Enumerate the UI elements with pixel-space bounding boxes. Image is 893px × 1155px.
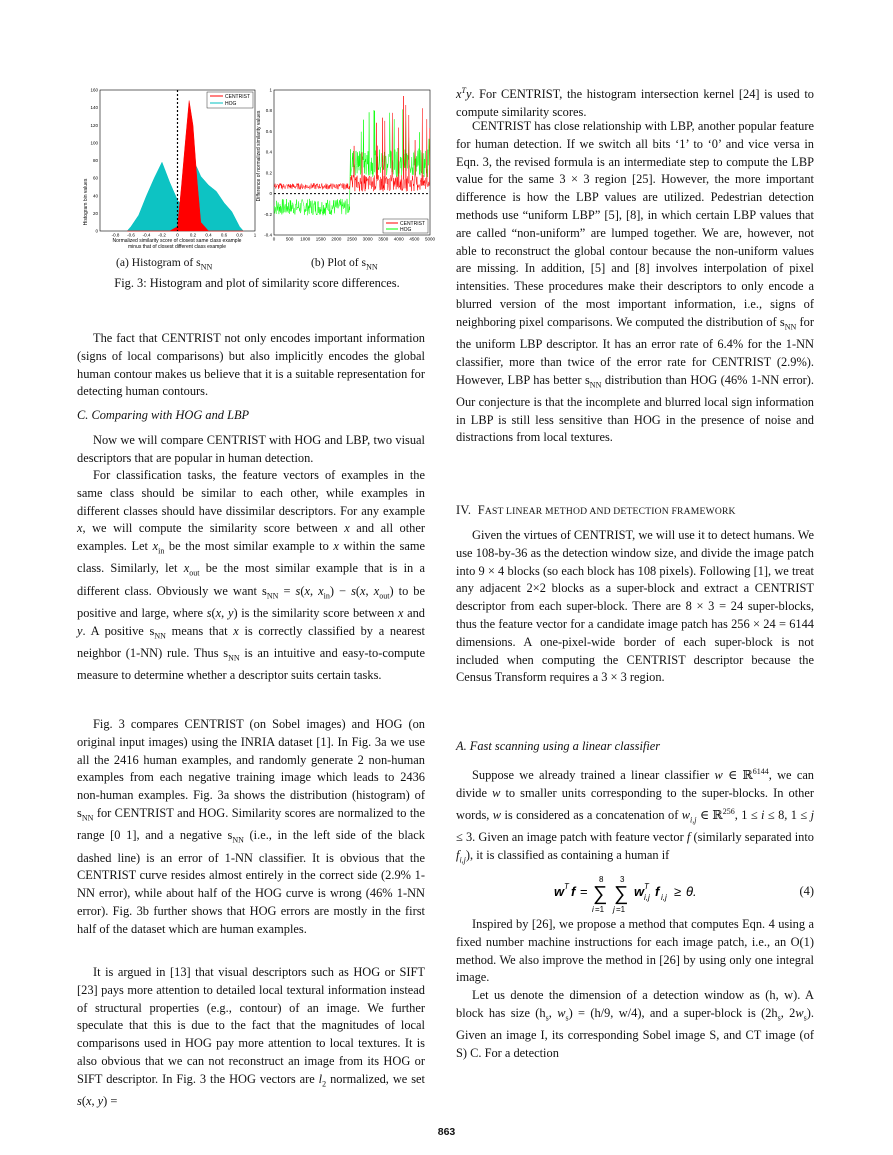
histogram-xlabel: Normalized similarity score of closest same class example (112, 238, 242, 244)
histogram-ytick-label: 60 (92, 175, 98, 181)
paragraph: Fig. 3 compares CENTRIST (on Sobel images) and HOG (on original input images) using the INRIA dataset [1]. In Fig. 3a we use all the 2416 human examples, and randomly generate 2 non-human examples from each negative training image which leads to 2436 non-human examples. Fig. 3a shows the distribution (histogram) of $s_{NN}$ for CENTRIST and HOG. Similarity scores are normalized to the range [0 1], and a negative $s_{NN}$ (i.e., in the left side of the black dashed line) is an error of 1-NN classifier. It is obvious that the CENTRIST curve resides almost entirely in the correct side (2.9% 1-NN error), while about half of the HOG curve is wrong (46% 1-NN error). Fig. 3b further shows that HOG errors are mostly in the first half of the dataset which are human examples. (77, 717, 425, 936)
equation-4 (456, 862, 814, 914)
histogram-ytick-label: 20 (92, 210, 98, 216)
plot-ytick-label: 0 (269, 191, 272, 197)
histogram-ytick-label: 140 (90, 105, 98, 111)
figure-3 (77, 82, 437, 252)
plot-xtick-label: 3000 (362, 236, 373, 242)
plot-ylabel: Difference of normalized similarity values (256, 110, 262, 202)
svg-text:T: T (564, 882, 569, 891)
page-number: 863 (437, 1126, 456, 1138)
histogram-ytick-label: 0 (95, 228, 98, 234)
histogram-ytick-label: 40 (92, 193, 98, 199)
subsection-heading: C. Comparing with HOG and LBP (77, 408, 250, 422)
plot-legend-centrist-label: CENTRIST (400, 221, 425, 227)
svg-text:∑: ∑ (614, 883, 629, 905)
svg-text:i: i (592, 905, 594, 914)
paragraph: Given the virtues of CENTRIST, we will use it to detect humans. We use 108-by-36 as the detection window size, and divide the image patch into 9 × 4 blocks (so each block has 108 pixels). Following [1], we treat any adjacent 2×2 blocks as a super-block and extract a CENTRIST descriptor from each super-block. There are 8 × 3 = 24 super-blocks, thus the feature vector for a candidate image patch has 256 × 24 = 6144 dimensions. A one-pixel-wide border of each super-block is not included when computing the CENTRIST descriptor because the Census Transform requires a 3 × 3 region. (456, 528, 814, 685)
svg-text:=1: =1 (616, 905, 626, 914)
svg-text:T: T (644, 882, 649, 891)
svg-text:i,j: i,j (661, 893, 667, 902)
histogram-xtick-label: 0.8 (236, 232, 243, 238)
histogram-xtick-label: -0.8 (111, 232, 120, 238)
paragraph: Inspired by [26], we propose a method that computes Eqn. 4 using a fixed number machine instructions for each image patch, i.e., an O(1) method. We also improve the method in [26] by using only one integral image. (456, 917, 814, 985)
histogram-xtick-label: 0.2 (189, 232, 197, 238)
plot-ytick-label: 0.2 (265, 170, 272, 176)
svg-text:j: j (613, 905, 615, 914)
difference-plot (253, 87, 436, 242)
paragraph: The fact that CENTRIST not only encodes important information (signs of local comparisons) but also implicitly encodes the global human contour makes us believe that it is a suitable representation for detecting human contours. (77, 331, 425, 399)
plot-ytick-label: -0.4 (264, 232, 272, 238)
plot-xtick-label: 4000 (393, 236, 404, 242)
subcaption-a: (a) Histogram of $s_{NN}$ (116, 256, 213, 272)
histogram-xtick-label: 0.4 (205, 232, 212, 238)
equation-svg (554, 870, 734, 916)
plot-ytick-label: 1 (269, 87, 272, 93)
svg-text:3: 3 (620, 875, 625, 884)
histogram-ytick-label: 100 (90, 140, 98, 146)
plot-series-hog (274, 109, 430, 215)
svg-text:f: f (571, 884, 576, 899)
plot-xtick-label: 2000 (331, 236, 342, 242)
plot-xtick-label: 5000 (424, 236, 436, 242)
svg-text:∑: ∑ (593, 883, 608, 905)
svg-text:=: = (580, 884, 588, 899)
histogram-xtick-label: -0.2 (158, 232, 166, 238)
histogram-ytick-label: 120 (90, 122, 98, 128)
histogram-xtick-label: -0.4 (142, 232, 151, 238)
legend-hog-label: HOG (225, 101, 237, 107)
paragraph: Let us denote the dimension of a detection window as (h, w). A block has size ($h_s$, $w_s) = (h/9$, w/4), and a super-block is ($2h_s$, $2w_s$). Given an image I, its corresponding Sobel image S, and CT image (of S) C. For a detection (456, 988, 814, 1060)
histogram-ytick-label: 80 (92, 158, 98, 163)
legend-centrist-label: CENTRIST (225, 94, 250, 100)
svg-text:f: f (655, 884, 660, 899)
plot-xtick-label: 500 (285, 236, 294, 242)
plot-xtick-label: 3500 (378, 236, 389, 242)
histogram-ytick-label: 160 (90, 87, 98, 93)
svg-text:≥: ≥ (674, 884, 682, 899)
plot-xtick-label: 0 (272, 236, 276, 242)
histogram-xlabel-line2: minus that of closest different class example (127, 244, 227, 250)
section-heading: IV. FAST LINEAR METHOD AND DETECTION FRAMEWORK (456, 503, 736, 517)
equation-body (554, 870, 734, 920)
equation-number: (4) (799, 884, 814, 898)
paragraph: $x^Ty$. For CENTRIST, the histogram intersection kernel [24] is used to compute similarity scores. (456, 86, 814, 119)
plot-ytick-label: 0.6 (265, 128, 272, 134)
histogram-chart (83, 88, 257, 251)
svg-text:w: w (634, 884, 645, 899)
plot-ytick-label: -0.2 (264, 211, 272, 217)
svg-text:θ.: θ. (686, 884, 697, 899)
paragraph: It is argued in [13] that visual descriptors such as HOG or SIFT [23] pays more attention to detailed local textural information instead of structural properties (e.g., contour) of an image. We further speculate that this is due to the fact that the magnitudes of local comparisons used in HOG pay more attention to local textures. It is also obvious that we can not reconstruct an image from its HOG or SIFT descriptor. In Fig. 3 the HOG vectors are $l_2$ normalized, we set s(x, y) = (77, 965, 425, 1109)
plot-xtick-label: 2500 (346, 236, 358, 242)
svg-text:w: w (554, 884, 565, 899)
svg-text:=1: =1 (595, 905, 605, 914)
plot-ytick-label: 0.4 (265, 149, 272, 155)
subsection-heading: A. Fast scanning using a linear classifier (456, 739, 661, 753)
paragraph: For classification tasks, the feature vectors of examples in the same class should be similar to each other, while examples in different classes should have dissimilar descriptors. For any example x, we will compute the similarity score between x and all other examples. Let $x_{in}$ be the most similar example to x within the same class. Similarly, let $x_{out}$ be the most similar example that is in a different class. Obviously we want $s_{NN} = s(x$, $x_{in}) - s(x$, $x_{out}$) to be positive and large, where s(x, y) is the similarity score between x and y. A positive $s_{NN}$ means that x is correctly classified by a nearest neighbor (1-NN) rule. Thus $s_{NN}$ is an intuitive and easy-to-compute measure to determine whether a descriptor suits certain tasks. (77, 468, 426, 683)
histogram-ylabel: Histogram bin values (83, 178, 89, 226)
plot-xtick-label: 1500 (315, 236, 326, 242)
svg-text:8: 8 (599, 875, 604, 884)
paragraph: Now we will compare CENTRIST with HOG and LBP, two visual descriptors that are popular in human detection. (77, 433, 425, 465)
paragraph: Suppose we already trained a linear classifier w ∈ ℝ$^{6144}$, we can divide w to smaller units corresponding to the super-blocks. In other words, w is considered as a concatenation of $w_{i,j}$ ∈ ℝ$^{256}$, 1 ≤ i ≤ 8, 1 ≤ j ≤ 3. Given an image patch with feature vector f (similarly separated into $f_{i,j}$), it is classified as containing a human if (456, 767, 815, 865)
plot-legend-hog-label: HOG (400, 227, 412, 233)
paragraph: CENTRIST has close relationship with LBP, another popular feature for human detection. If we switch all bits ‘1’ to ‘0’ and vice versa in Eqn. 3, the revised formula is an intermediate step to compute the LBP value for the same 3 × 3 region [25]. However, the more important difference is how the LBP values are utilized. Pedestrian detection methods use “uniform LBP” [5], [8], in which certain LBP values that are called “non-uniform” are lumped together. We are, however, not able to reconstruct the global contour because the non-uniform values are missing. In addition, [5] and [8] involves interpolation of pixel intensities. These procedures make their descriptors to only encode a blurred version of the most important information, i.e., signs of neighboring pixel comparisons. We computed the distribution of $s_{NN}$ for the uniform LBP descriptor. It has an error rate of 6.4% for the 1-NN classifier, more than twice of the error rate for CENTRIST (2.9%). However, LBP has better $s_{NN}$ distribution than HOG (46% 1-NN error). Our conjecture is that the incomplete and blurred local sign information in LBP is still less sensitive than HOG in the presence of noise and distractions from local textures. (456, 119, 814, 445)
plot-xtick-label: 4500 (409, 236, 420, 242)
plot-ytick-label: 0.8 (265, 108, 272, 114)
histogram-xtick-label: 0.6 (220, 232, 228, 238)
histogram-xtick-label: 1 (253, 232, 257, 238)
histogram-xtick-label: 0 (176, 232, 179, 238)
plot-series-centrist (274, 96, 430, 192)
plot-xtick-label: 1000 (300, 236, 311, 242)
svg-text:i,j: i,j (644, 893, 650, 902)
figure-caption: Fig. 3: Histogram and plot of similarity score differences. (114, 276, 400, 290)
subcaption-b: (b) Plot of $s_{NN}$ (311, 256, 378, 272)
histogram-xtick-label: -0.6 (127, 232, 135, 238)
